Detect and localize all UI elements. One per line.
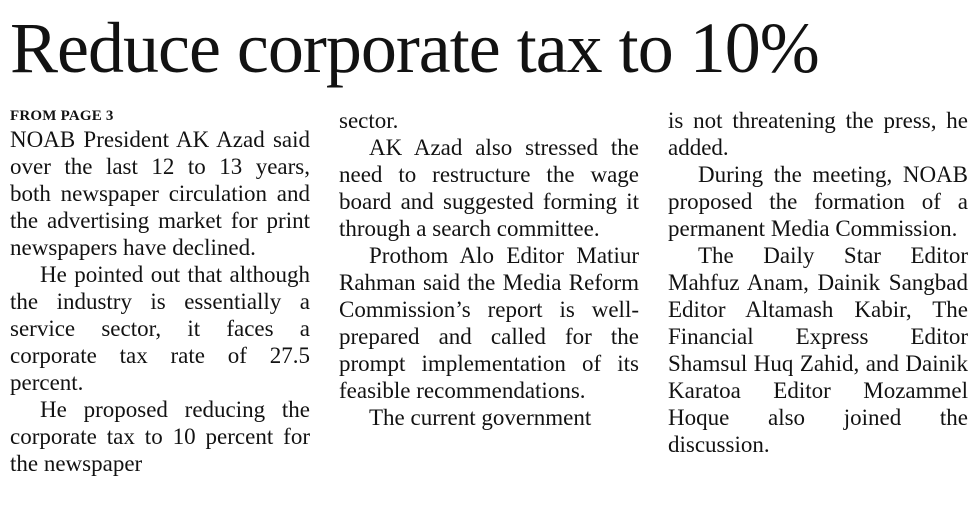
paragraph: The Daily Star Editor Mahfuz Anam, Dainik Sangbad Editor Altamash Kabir, The Financial Express Editor Shamsul Huq Zahid, and Dainik Karatoa Editor Mozammel Hoque also joined the discussion. [668,243,968,457]
continuation-kicker: FROM PAGE 3 [10,108,114,124]
article-column-1 [10,107,310,477]
headline: Reduce corporate tax to 10% [10,8,819,88]
paragraph: Prothom Alo Editor Matiur Rahman said the Media Reform Commission’s report is well-prepared and called for the prompt implementation of its feasible recommendations. [339,243,639,403]
paragraph: During the meeting, NOAB proposed the formation of a permanent Media Commission. [668,162,968,241]
paragraph: He pointed out that although the industry is essentially a service sector, it faces a corporate tax rate of 27.5 percent. [10,262,310,395]
article-column-2 [339,107,639,431]
article-column-3 [668,107,968,458]
paragraph: He proposed reducing the corporate tax to 10 percent for the newspaper [10,397,310,476]
paragraph: AK Azad also stressed the need to restructure the wage board and suggested forming it through a search committee. [339,135,639,241]
paragraph: The current government [369,405,592,430]
paragraph: NOAB President AK Azad said over the last 12 to 13 years, both newspaper circulation and the advertising market for print newspapers have declined. [10,127,310,260]
paragraph: sector. [339,108,399,133]
paragraph: is not threatening the press, he added. [668,108,968,160]
